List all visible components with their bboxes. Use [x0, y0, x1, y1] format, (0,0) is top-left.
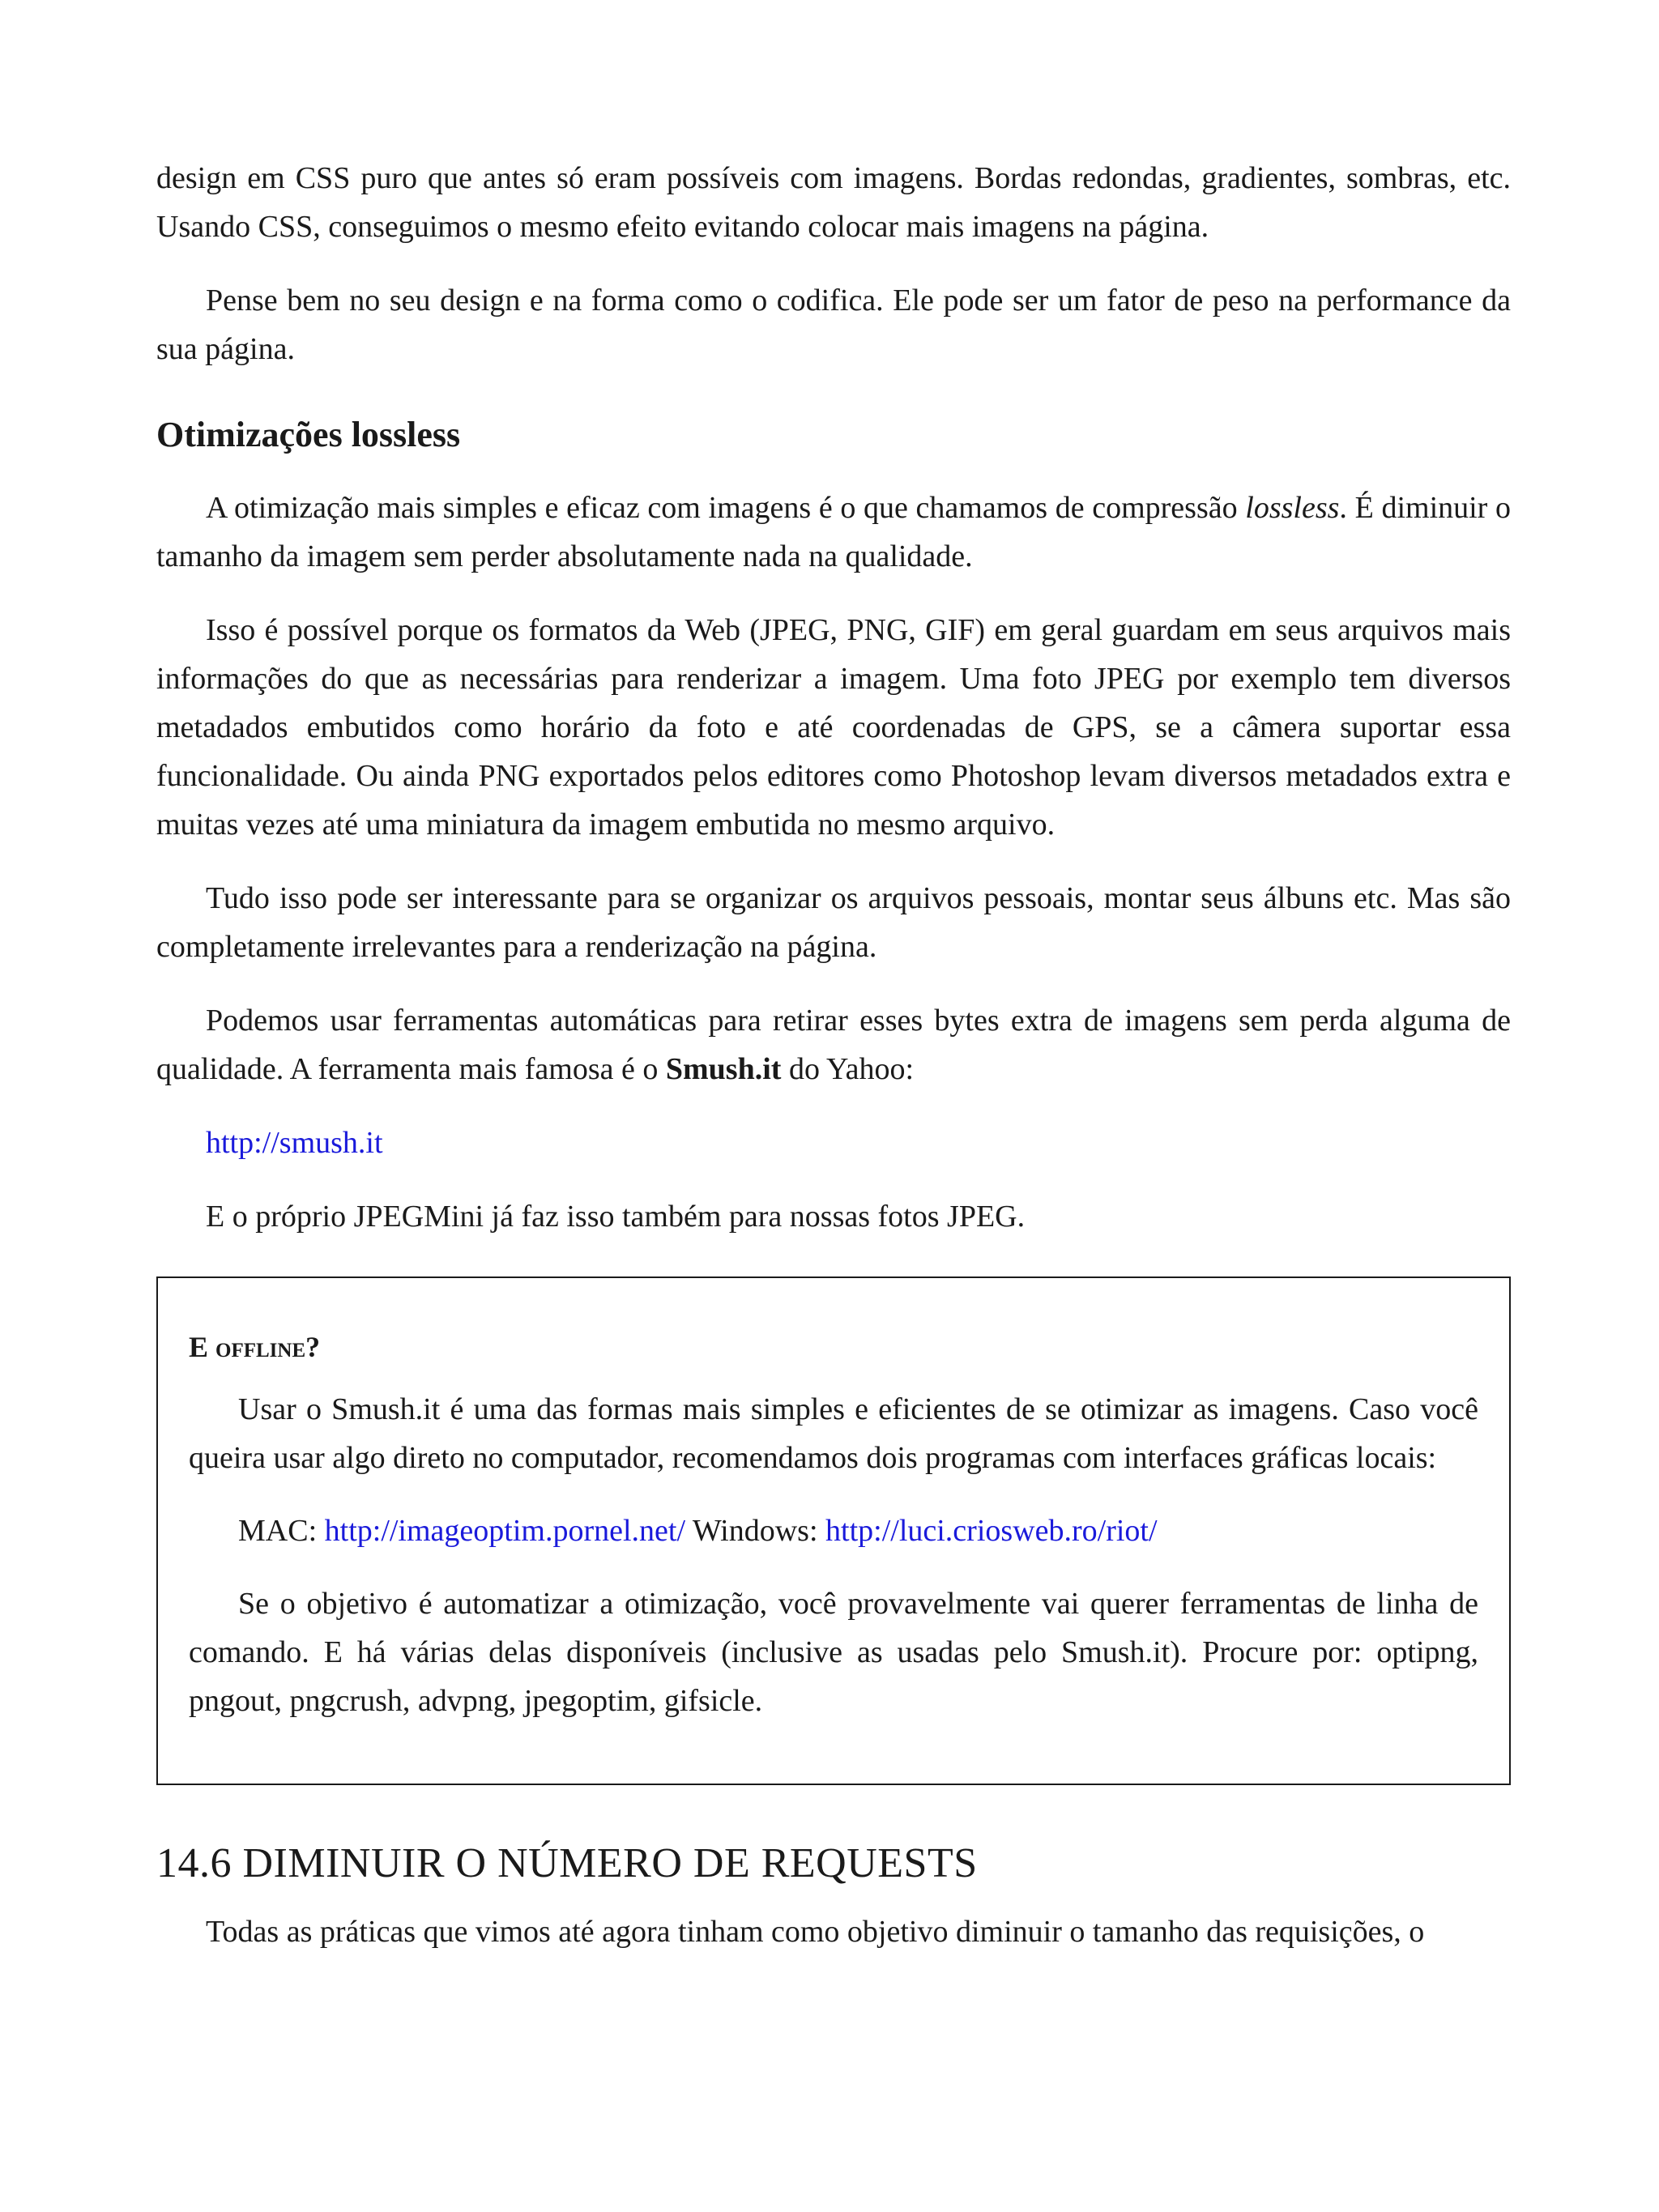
offline-note-box	[156, 1276, 1511, 1785]
lossless-p1-text-a: A otimização mais simples e eficaz com imagens é o que chamamos de compressão	[206, 491, 1246, 525]
section-paragraph-1: Todas as práticas que vimos até agora tinham como objetivo diminuir o tamanho das requisições, o	[206, 1915, 1425, 1949]
lossless-heading: Otimizações lossless	[156, 415, 461, 454]
offline-note-title: E offline?	[189, 1331, 321, 1363]
lossless-paragraph-2: Isso é possível porque os formatos da Web (JPEG, PNG, GIF) em geral guardam em seus arquivos mais informações do que as necessárias para renderizar a imagem. Uma foto JPEG por exemplo tem diversos metadados embutidos como horário da foto e até coordenadas de GPS, se a câmera suportar essa funcionalidade. Ou ainda PNG exportados pelos editores como Photoshop levam diversos metadados extra e muitas vezes até uma miniatura da imagem embutida no mesmo arquivo.	[156, 613, 1511, 842]
lossless-paragraph-4	[156, 996, 1511, 1093]
intro-paragraph-2: Pense bem no seu design e na forma como o codifica. Ele pode ser um fator de peso na performance da sua página.	[156, 283, 1511, 366]
intro-paragraph-1: design em CSS puro que antes só eram possíveis com imagens. Bordas redondas, gradientes, sombras, etc. Usando CSS, conseguimos o mesmo efeito evitando colocar mais imagens na página.	[156, 161, 1511, 244]
page-content	[156, 154, 1511, 1956]
windows-label: Windows:	[685, 1514, 826, 1548]
section-heading: 14.6 DIMINUIR O NÚMERO DE REQUESTS	[156, 1840, 978, 1886]
smushit-link-paragraph	[156, 1119, 1511, 1167]
smushit-link[interactable]: http://smush.it	[206, 1126, 383, 1160]
offline-note-paragraph-3: Se o objetivo é automatizar a otimização, você provavelmente vai querer ferramentas de linha de comando. E há várias delas disponíveis (inclusive as usadas pelo Smush.it). Procure por: optipng, pngout, pngcrush, advpng, jpegoptim, gifsicle.	[189, 1587, 1478, 1718]
smushit-name: Smush.it	[665, 1052, 782, 1086]
mac-label: MAC:	[238, 1514, 325, 1548]
lossless-p4-text-b: do Yahoo:	[781, 1052, 915, 1086]
imageoptim-link[interactable]: http://imageoptim.pornel.net/	[324, 1514, 686, 1548]
lossless-paragraph-3: Tudo isso pode ser interessante para se organizar os arquivos pessoais, montar seus álbuns etc. Mas são completamente irrelevantes para a renderização na página.	[156, 881, 1511, 964]
offline-note-links	[189, 1507, 1478, 1555]
lossless-paragraph-5: E o próprio JPEGMini já faz isso também para nossas fotos JPEG.	[206, 1200, 1026, 1234]
lossless-term: lossless	[1245, 491, 1340, 525]
lossless-p4-text-a: Podemos usar ferramentas automáticas para retirar esses bytes extra de imagens sem perda alguma de qualidade. A ferramenta mais famosa é o	[156, 1004, 1511, 1086]
lossless-paragraph-1	[156, 484, 1511, 581]
riot-link[interactable]: http://luci.criosweb.ro/riot/	[825, 1514, 1158, 1548]
lossless-p1-text-b: . É diminuir o tamanho da imagem sem perder absolutamente nada na qualidade.	[156, 491, 1512, 573]
offline-note-paragraph-1: Usar o Smush.it é uma das formas mais simples e eficientes de se otimizar as imagens. Caso você queira usar algo direto no computador, recomendamos dois programas com interfaces gráficas locais:	[189, 1392, 1478, 1475]
